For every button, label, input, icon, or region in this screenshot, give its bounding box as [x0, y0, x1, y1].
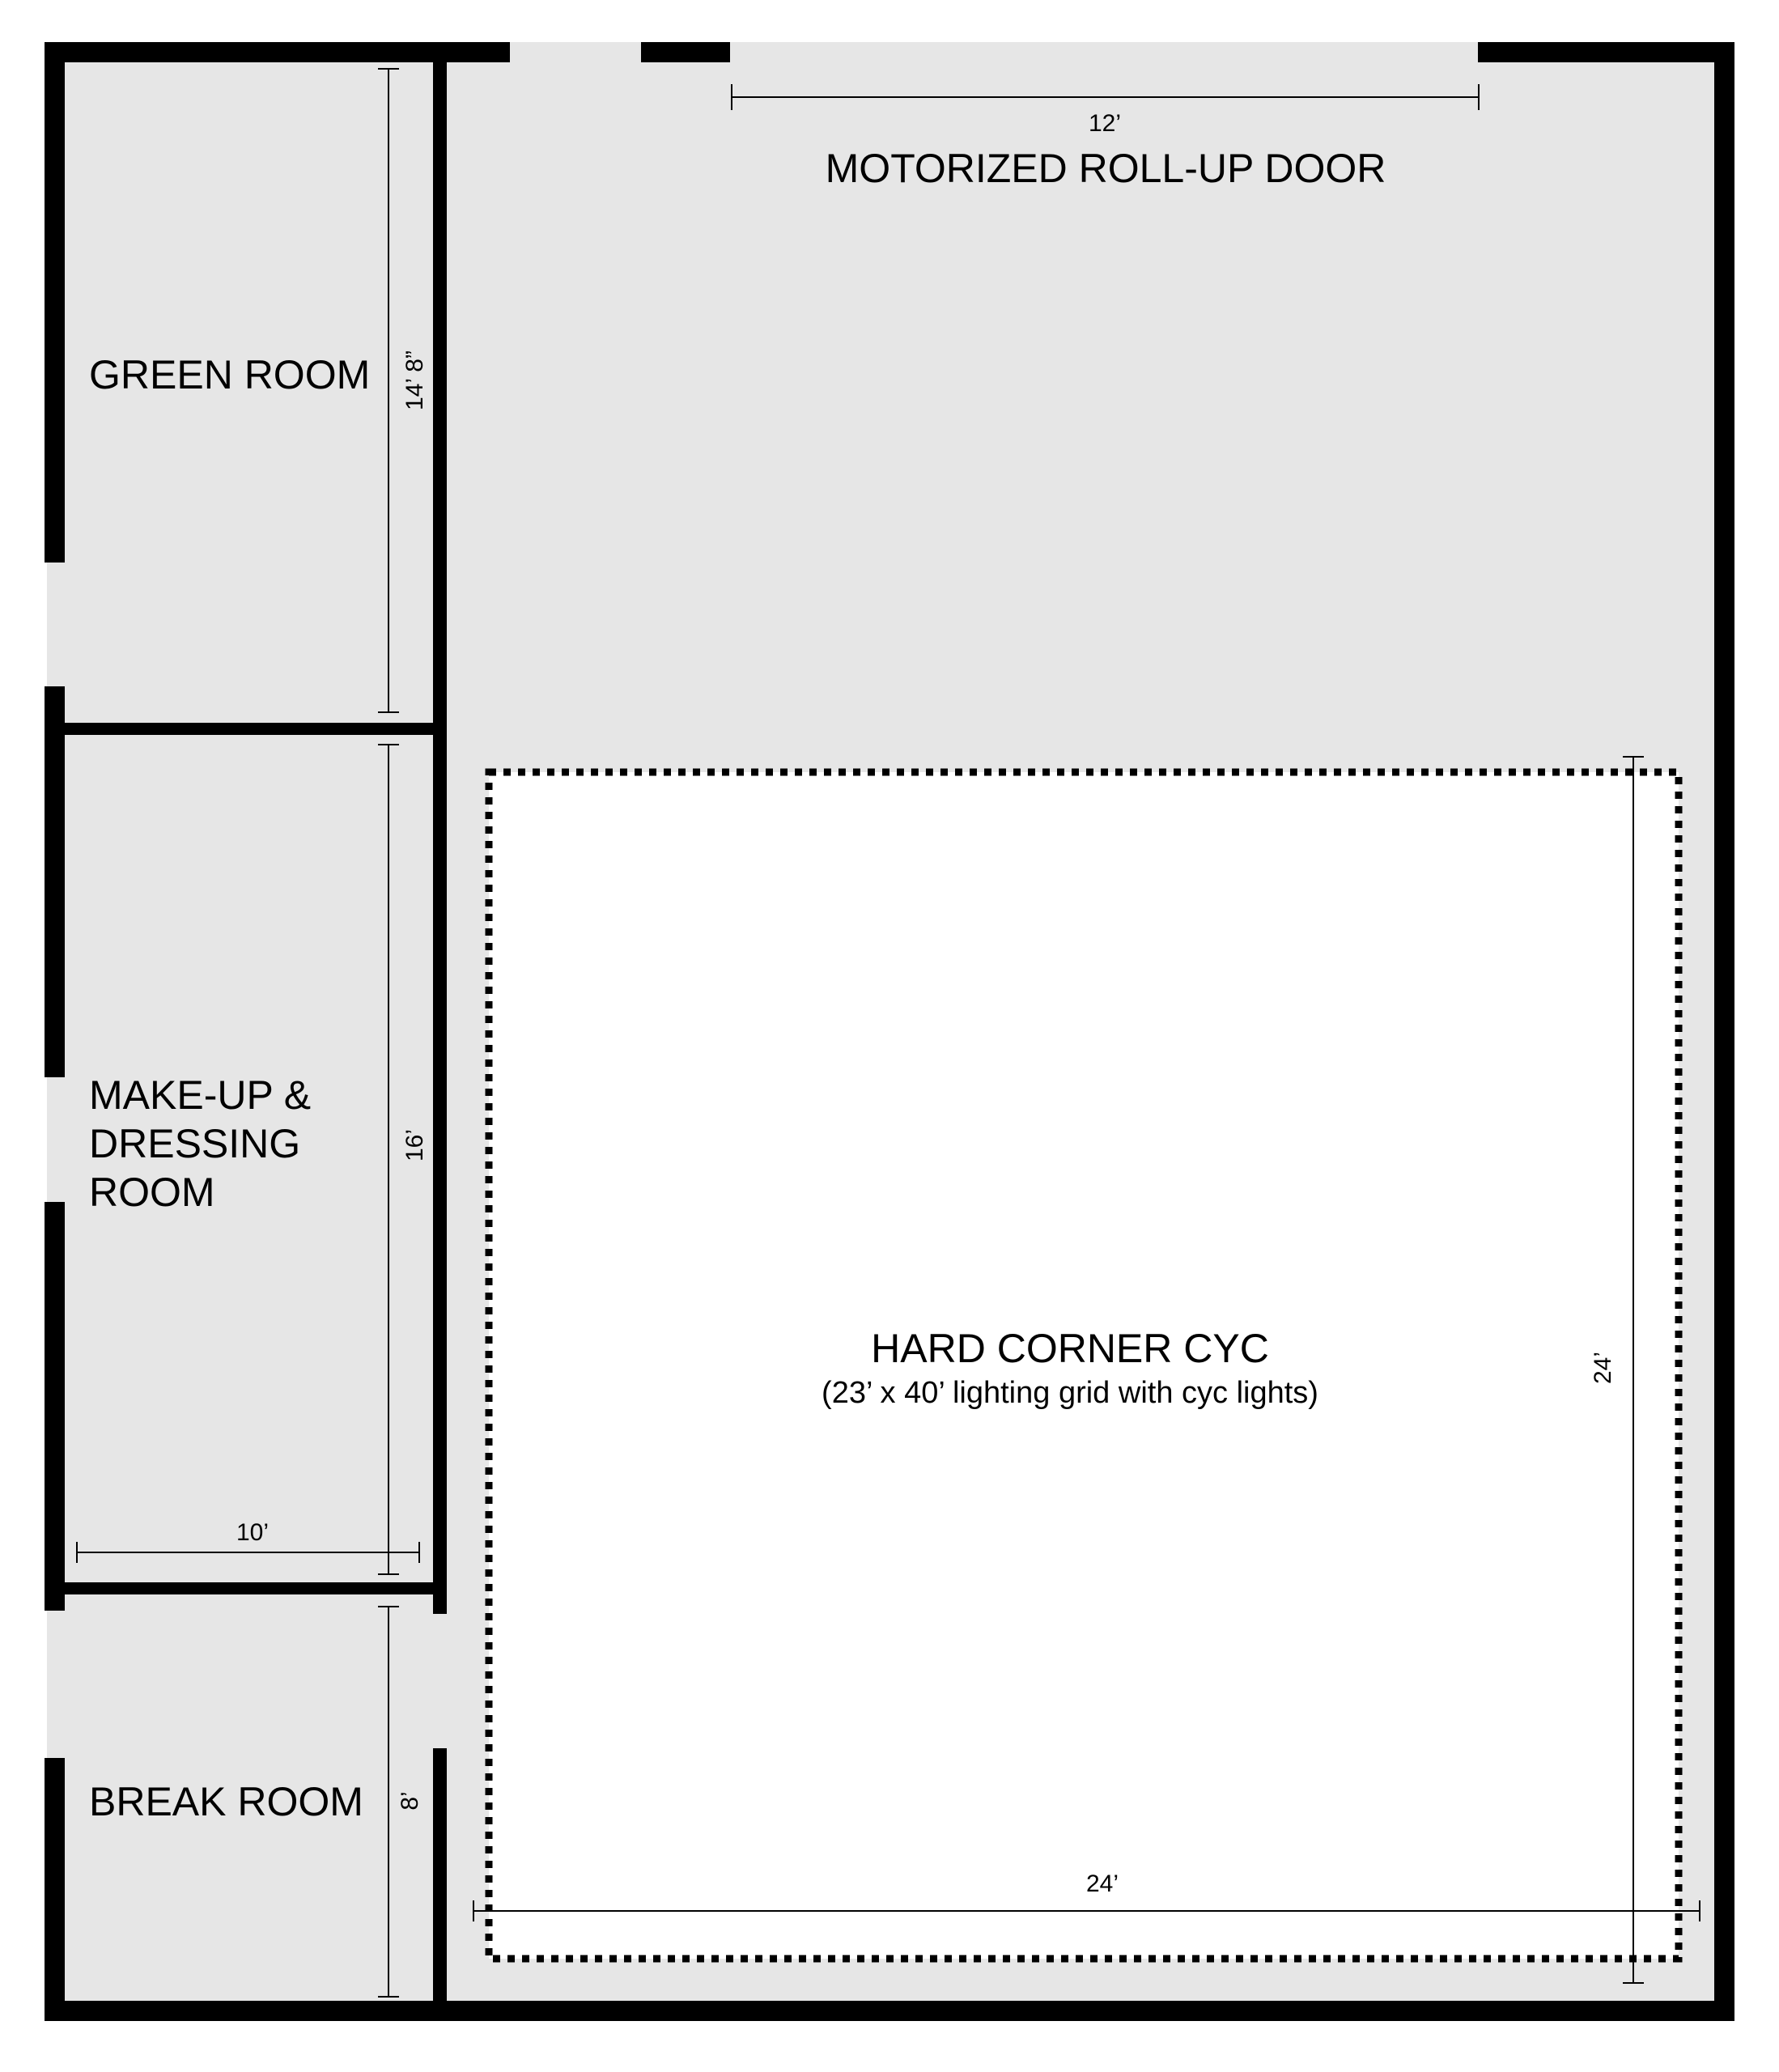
green-room-label: GREEN ROOM [89, 352, 371, 397]
wall-left-4 [45, 1758, 65, 2021]
makeup-room-label-line1: MAKE-UP & [89, 1072, 312, 1118]
cyc-title: HARD CORNER CYC [871, 1326, 1269, 1371]
makeup-room-label-line3: ROOM [89, 1170, 215, 1215]
wall-right [1714, 42, 1734, 2021]
cyc-width-label: 24’ [1085, 1870, 1119, 1897]
cyc-subtitle: (23’ x 40’ lighting grid with cyc lights) [822, 1376, 1318, 1410]
wall-left-3 [45, 1202, 65, 1611]
partition-makeup-break [45, 1582, 447, 1594]
wall-left-1 [45, 42, 65, 563]
wall-top-right [1478, 42, 1734, 62]
makeup-room-label-line2: DRESSING [89, 1121, 301, 1166]
partition-green-makeup [45, 723, 447, 735]
makeup-room-length-label: 16’ [401, 1128, 428, 1162]
wall-top-mid [641, 42, 730, 62]
partition-vertical-upper [433, 42, 447, 1614]
door-label: MOTORIZED ROLL-UP DOOR [825, 146, 1386, 191]
cyc-depth-label: 24’ [1590, 1351, 1616, 1385]
break-room-label: BREAK ROOM [89, 1779, 363, 1824]
break-room-length-label: 8’ [397, 1791, 423, 1811]
green-room-length-label: 14’ 8” [401, 350, 428, 410]
door-width-label: 12’ [1088, 110, 1122, 137]
makeup-room-width-label: 10’ [236, 1519, 270, 1546]
partition-vertical-lower [433, 1748, 447, 2021]
wall-left-2 [45, 686, 65, 1077]
wall-bottom [45, 2001, 1734, 2021]
